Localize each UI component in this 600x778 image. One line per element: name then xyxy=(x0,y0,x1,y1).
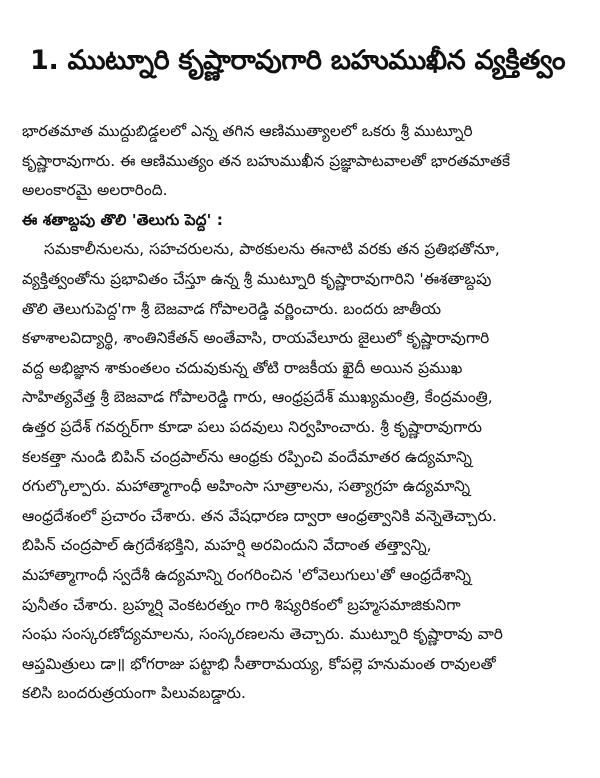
body-text xyxy=(22,117,585,709)
paragraph-line: పునీతం చేశారు. బ్రహ్మర్షి వెంకటరత్నం గారి శిష్యరికంలో బ్రహ్మసమాజికునిగా xyxy=(22,595,461,614)
paragraph-line: కలకత్తా నుండి బిపిన్ చంద్రపాల్‌ను ఆంధ్రకు రప్పించి వందేమాతర ఉద్యమాన్ని xyxy=(22,447,473,466)
paragraph-line: కళాశాలవిద్యార్థి, శాంతినికేతన్ అంతేవాసి, రాయవేలూరు జైలులో కృష్ణారావుగారి xyxy=(22,329,490,348)
paragraph-line: ఆప్తమిత్రులు డా॥ భోగరాజు పట్టాభి సీతారామయ్య, కోపల్లె హనుమంత రావులతో xyxy=(22,654,496,673)
paragraph-line: మహాత్మాగాంధీ స్వదేశీ ఉద్యమాన్ని రంగరించిన 'లోవెలుగులు'తో ఆంధ్రదేశాన్ని xyxy=(22,565,472,584)
paragraph-line: బిపిన్ చంద్రపాల్ ఉగ్రదేశభక్తిని, మహర్షి అరవిందుని వేదాంత తత్త్వాన్ని, xyxy=(22,536,432,555)
paragraph-line: కృష్ణారావుగారు. ఈ ఆణిముత్యం తన బహుముఖీన ప్రజ్ఞాపాటవాలతో భారతమాతకే xyxy=(22,151,511,170)
paragraph-line: ఆంధ్రదేశంలో ప్రచారం చేశారు. తన వేషధారణ ద్వారా ఆంధ్రత్వానికి వన్నెతెచ్చారు. xyxy=(22,506,497,525)
chapter-title: 1. ముట్నూరి కృష్ణారావుగారి బహుముఖీన వ్యక్తిత్వం xyxy=(30,45,566,76)
paragraph-line: సాహిత్యవేత్త శ్రీ బెజవాడ గోపాలరెడ్డి గారు, ఆంధ్రప్రదేశ్ ముఖ్యమంత్రి, కేంద్రమంత్రి, xyxy=(22,388,493,407)
paragraph-line: సంఘ సంస్కరణోద్యమాలను, సంస్కరణలను తెచ్చారు. ముట్నూరి కృష్ణారావు వారి xyxy=(22,625,503,644)
paragraph-line: సమకాలీనులను, సహచరులను, పాఠకులను ఈనాటి వరకు తన ప్రతిభతోనూ, xyxy=(44,240,500,259)
paragraph-line: అలంకారమై అలరారింది. xyxy=(22,181,168,200)
paragraph-line: వద్ద అభిజ్ఞాన శాకుంతలం చదువుకున్న తోటి రాజకీయ ఖైదీ అయిన ప్రముఖ xyxy=(22,358,463,377)
section-heading: ఈ శతాబ్దపు తొలి 'తెలుగు పెద్ద' : xyxy=(22,210,223,229)
paragraph-line: రగుల్కొల్పారు. మహాత్మాగాంధీ అహింసా సూత్రాలను, సత్యాగ్రహ ఉద్యమాన్ని xyxy=(22,477,471,496)
paragraph-line: తొలి తెలుగుపెద్ద'గా శ్రీ బెజవాడ గోపాలరెడ్డి వర్ణించారు. బందరు జాతీయ xyxy=(22,299,442,318)
paragraph-line: భారతమాత ముద్దుబిడ్డలలో ఎన్న తగిన ఆణిముత్యాలలో ఒకరు శ్రీ ముట్నూరి xyxy=(22,122,473,140)
paragraph-line: ఉత్తర ప్రదేశ్ గవర్నర్‌గా కూడా పలు పదవులు నిర్వహించారు. శ్రీ కృష్ణారావుగారు xyxy=(22,417,483,436)
paragraph-line: కలిసి బందరుత్రయంగా పిలువబడ్డారు. xyxy=(22,684,246,703)
paragraph-line: వ్యక్తిత్వంతోను ప్రభావితం చేస్తూ ఉన్న శ్రీ ముట్నూరి కృష్ణారావుగారిని 'ఈశతాబ్దపు xyxy=(22,269,492,288)
